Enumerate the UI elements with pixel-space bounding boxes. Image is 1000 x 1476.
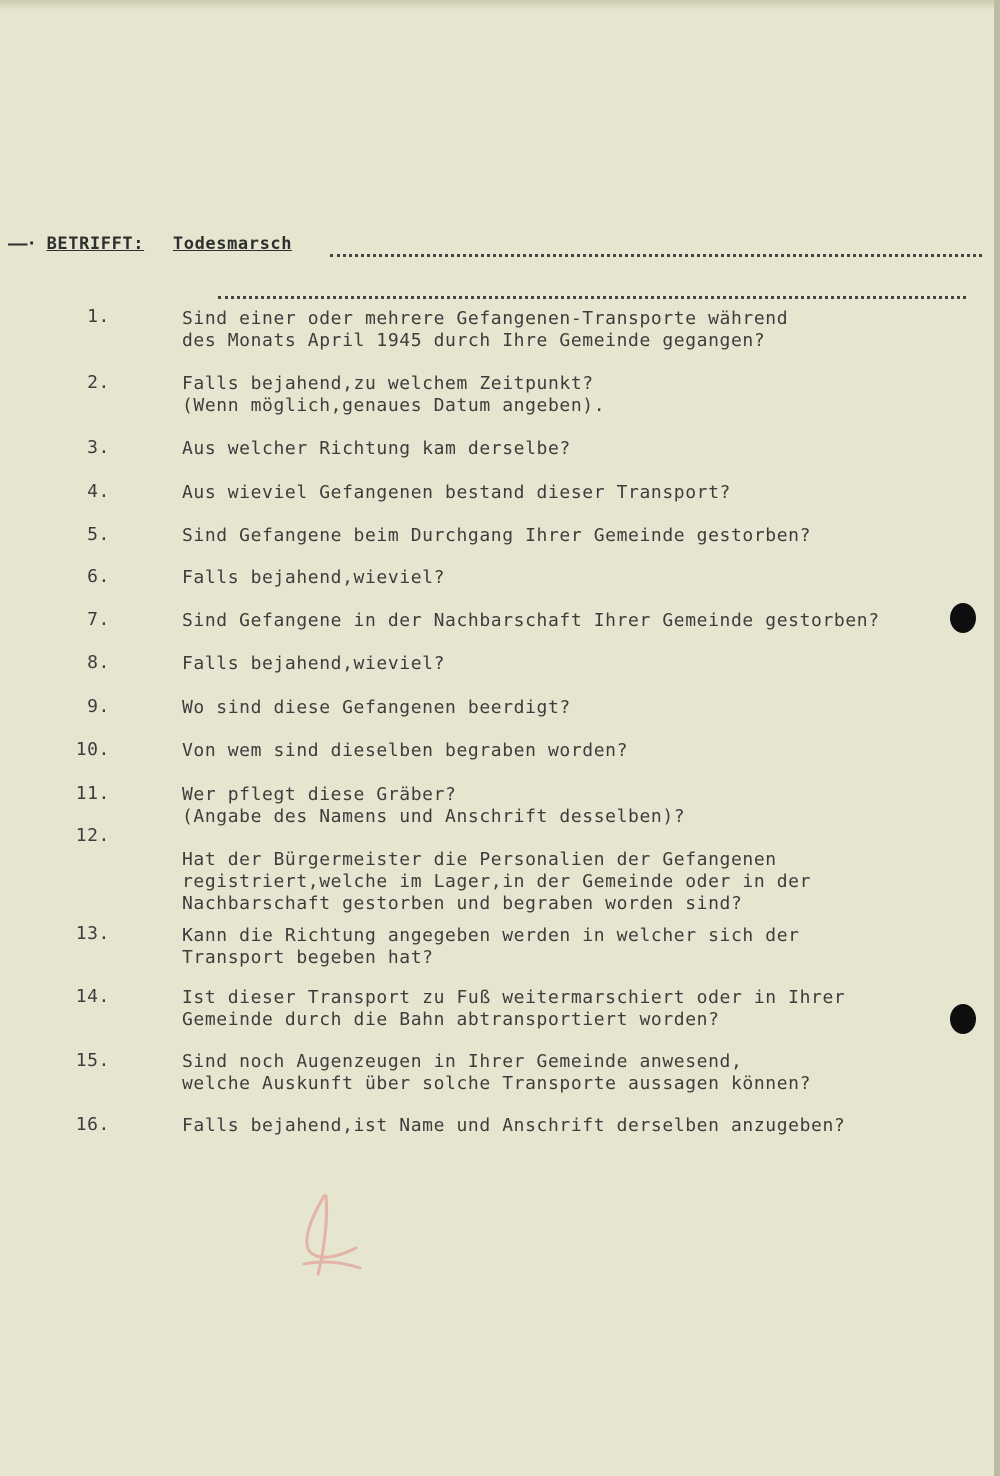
question-text	[182, 653, 445, 675]
question-number: 3.	[87, 437, 110, 458]
question-text	[182, 784, 685, 828]
question-line: Gemeinde durch die Bahn abtransportiert worden?	[182, 1009, 720, 1030]
question-number: 16.	[75, 1114, 110, 1135]
punch-hole-icon	[950, 1004, 976, 1034]
subject-continuation-line	[218, 296, 966, 299]
question-line: Falls bejahend,wieviel?	[182, 567, 446, 588]
pencil-mark-icon	[296, 1190, 366, 1280]
question-text	[182, 849, 811, 915]
question-line: des Monats April 1945 durch Ihre Gemeinde gegangen?	[182, 330, 766, 351]
question-line: Sind einer oder mehrere Gefangenen-Transporte während	[182, 308, 789, 329]
question-line: Ist dieser Transport zu Fuß weitermarschiert oder in Ihrer	[182, 987, 846, 1008]
question-line: Aus wieviel Gefangenen bestand dieser Transport?	[182, 482, 731, 503]
question-line: Sind noch Augenzeugen in Ihrer Gemeinde anwesend,	[182, 1051, 743, 1072]
subject-value: Todesmarsch	[172, 234, 293, 254]
question-text	[182, 308, 788, 352]
subject-label: BETRIFFT:	[46, 234, 145, 254]
question-number: 9.	[87, 696, 110, 717]
question-line: registriert,welche im Lager,in der Gemeinde oder in der	[182, 871, 812, 892]
punch-hole-icon	[950, 603, 976, 633]
question-line: Sind Gefangene in der Nachbarschaft Ihrer Gemeinde gestorben?	[182, 610, 880, 631]
subject-fill-line	[330, 254, 982, 257]
question-text	[182, 740, 628, 762]
question-number: 6.	[87, 566, 110, 587]
question-line: Falls bejahend,zu welchem Zeitpunkt?	[182, 373, 594, 394]
question-line: Nachbarschaft gestorben und begraben worden sind?	[182, 893, 743, 914]
question-number: 10.	[75, 739, 110, 760]
question-number: 11.	[75, 783, 110, 804]
question-number: 2.	[87, 372, 110, 393]
question-line: Transport begeben hat?	[182, 947, 434, 968]
question-line: Aus welcher Richtung kam derselbe?	[182, 438, 571, 459]
question-text	[182, 373, 605, 417]
question-text	[182, 567, 445, 589]
question-number: 14.	[75, 986, 110, 1007]
question-number: 12.	[75, 825, 110, 846]
question-number: 15.	[75, 1050, 110, 1071]
question-line: Wer pflegt diese Gräber?	[182, 784, 457, 805]
question-number: 7.	[87, 609, 110, 630]
question-number: 1.	[87, 306, 110, 327]
question-text	[182, 438, 571, 460]
question-line: Kann die Richtung angegeben werden in welcher sich der	[182, 925, 800, 946]
question-text	[182, 482, 731, 504]
question-line: Falls bejahend,ist Name und Anschrift derselben anzugeben?	[182, 1115, 846, 1136]
question-text	[182, 925, 800, 969]
question-line: Hat der Bürgermeister die Personalien der Gefangenen	[182, 849, 777, 870]
subject-line	[8, 234, 292, 254]
question-text	[182, 1115, 845, 1137]
paper-right-edge	[994, 0, 1000, 1476]
question-text	[182, 610, 880, 632]
question-text	[182, 987, 845, 1031]
paper-top-edge	[0, 0, 1000, 10]
question-number: 4.	[87, 481, 110, 502]
question-line: Von wem sind dieselben begraben worden?	[182, 740, 629, 761]
question-line: (Wenn möglich,genaues Datum angeben).	[182, 395, 606, 416]
question-text	[182, 697, 571, 719]
question-line: (Angabe des Namens und Anschrift desselben)?	[182, 806, 686, 827]
question-text	[182, 1051, 811, 1095]
question-number: 13.	[75, 923, 110, 944]
question-number: 8.	[87, 652, 110, 673]
question-number: 5.	[87, 524, 110, 545]
question-line: Falls bejahend,wieviel?	[182, 653, 446, 674]
question-line: Sind Gefangene beim Durchgang Ihrer Gemeinde gestorben?	[182, 525, 812, 546]
subject-leader: —–·	[8, 234, 36, 254]
question-text	[182, 525, 811, 547]
question-line: Wo sind diese Gefangenen beerdigt?	[182, 697, 571, 718]
question-line: welche Auskunft über solche Transporte aussagen können?	[182, 1073, 812, 1094]
